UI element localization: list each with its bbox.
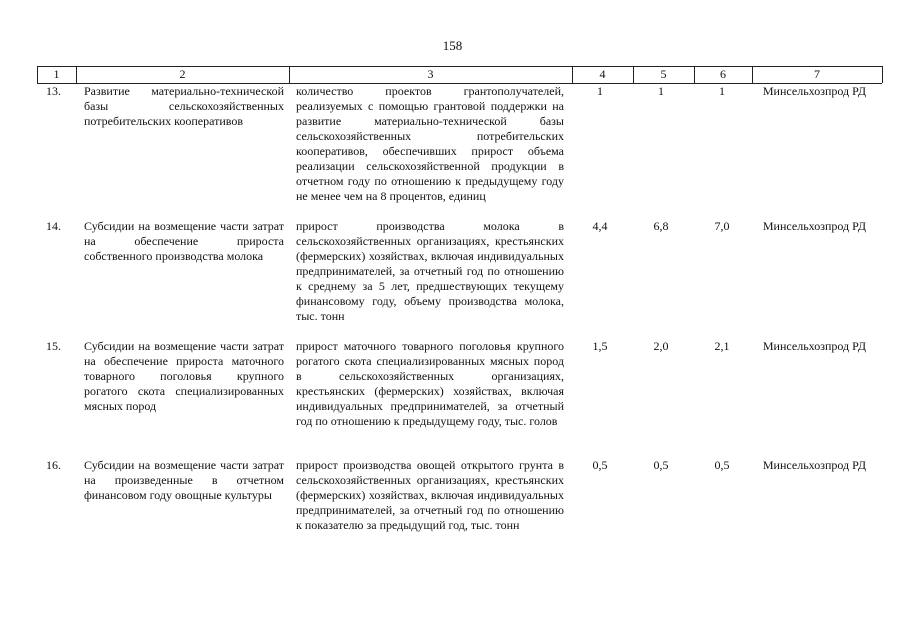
row-number: 16. — [46, 458, 61, 472]
header-col-4: 4 — [599, 67, 606, 81]
value-col-6: 1 — [719, 84, 725, 98]
responsible-org: Минсельхозпрод РД — [762, 84, 867, 98]
value-col-6: 7,0 — [714, 219, 730, 233]
value-col-4: 0,5 — [592, 458, 608, 472]
value-col-4: 1 — [597, 84, 603, 98]
value-col-5: 6,8 — [653, 219, 669, 233]
header-col-6: 6 — [720, 67, 726, 81]
measure-name: Субсидии на возмещение части затрат на произведенные в отчетном финансовом году овощные культуры — [84, 458, 284, 502]
indicator-text: прирост производства молока в сельскохозяйственных организациях, крестьянских (фермерских) хозяйствах, включая индивидуальных предпринимателей, за отчетный год по отношению к среднему за 5 лет, предшествующих текущему финансовому году, объему производства молока, тыс. тонн — [296, 219, 564, 323]
measure-name: Развитие материально-технической базы сельскохозяйственных потребительских кооперативов — [84, 84, 284, 128]
value-col-6: 0,5 — [714, 458, 730, 472]
row-number: 15. — [46, 339, 61, 353]
measure-name: Субсидии на возмещение части затрат на обеспечение прироста маточного товарного поголовья крупного рогатого скота специализированных мясных пород — [84, 339, 284, 413]
indicator-text: количество проектов грантополучателей, реализуемых с помощью грантовой поддержки на развитие материально-технической базы сельскохозяйственных потребительских кооперативов, обеспечивших прирост объема реализации сельскохозяйственной продукции в отчетном году по отношению к предыдущему году не менее чем на 8 процентов, единиц — [296, 84, 564, 203]
page-number: 158 — [442, 38, 463, 53]
value-col-5: 2,0 — [653, 339, 669, 353]
responsible-org: Минсельхозпрод РД — [762, 458, 867, 472]
header-col-5: 5 — [660, 67, 667, 81]
header-col-7: 7 — [814, 67, 820, 81]
value-col-4: 4,4 — [592, 219, 608, 233]
row-number: 14. — [46, 219, 61, 233]
header-col-1: 1 — [53, 67, 60, 81]
responsible-org: Минсельхозпрод РД — [762, 219, 867, 233]
header-divider — [882, 66, 883, 83]
value-col-4: 1,5 — [592, 339, 608, 353]
value-col-6: 2,1 — [714, 339, 730, 353]
measure-name: Субсидии на возмещение части затрат на обеспечение прироста собственного производства молока — [84, 219, 284, 263]
header-col-3: 3 — [427, 67, 434, 81]
row-number: 13. — [46, 84, 61, 98]
value-col-5: 0,5 — [653, 458, 669, 472]
value-col-5: 1 — [658, 84, 664, 98]
header-col-2: 2 — [179, 67, 186, 81]
responsible-org: Минсельхозпрод РД — [762, 339, 867, 353]
indicator-text: прирост производства овощей открытого грунта в сельскохозяйственных организациях, крестьянских (фермерских) хозяйствах, включая индивидуальных предпринимателей, за отчетный год по отношению к показателю за предыдущий год, тыс. тонн — [296, 458, 564, 532]
indicator-text: прирост маточного товарного поголовья крупного рогатого скота специализированных мясных пород в сельскохозяйственных организациях, крестьянских (фермерских) хозяйствах, включая индивидуальных предпринимателей, за отчетный год по отношению к предыдущему году, тыс. голов — [296, 339, 564, 428]
